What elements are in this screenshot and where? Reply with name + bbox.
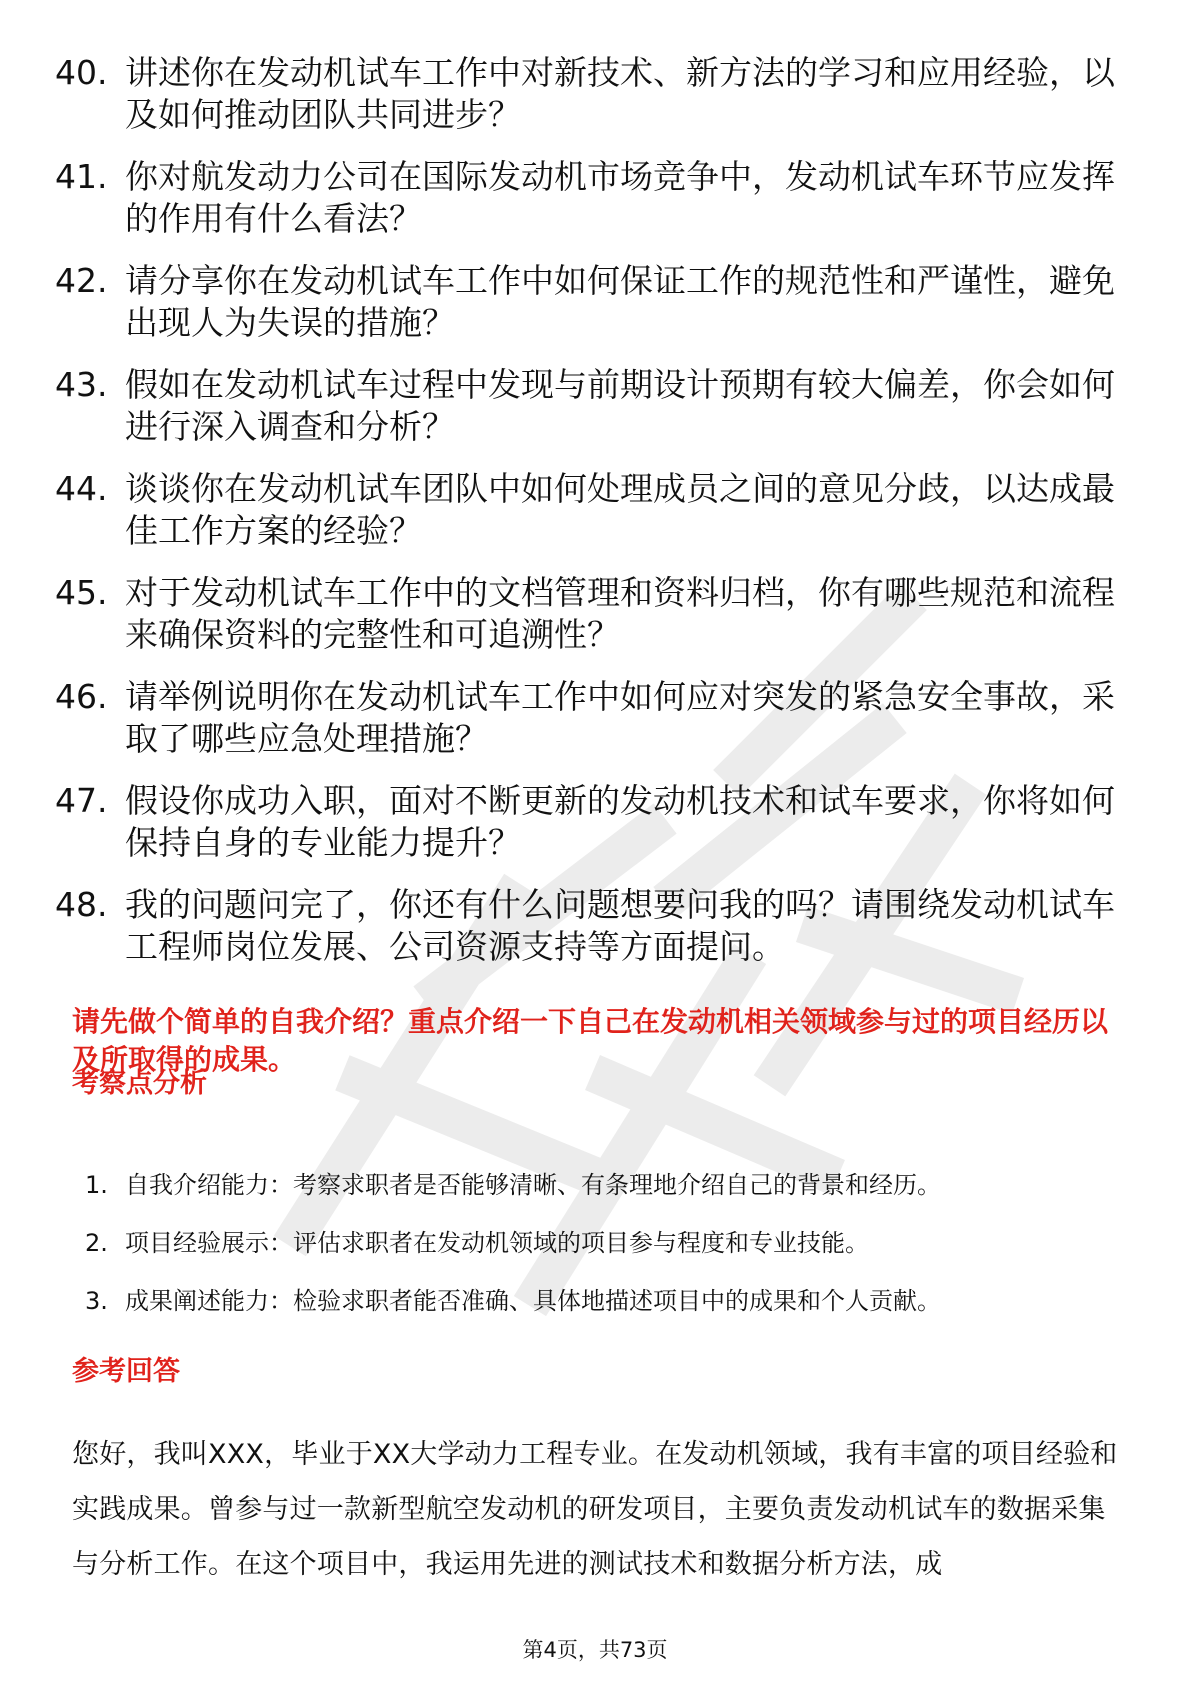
question-text: 我的问题问完了，你还有什么问题想要问我的吗？请围绕发动机试车工程师岗位发展、公司资源支持等方面提问。 <box>125 885 1115 966</box>
question-item <box>55 676 1135 760</box>
question-item <box>55 156 1135 240</box>
analysis-number: 2. <box>85 1229 108 1257</box>
question-number: 40. <box>55 53 108 92</box>
analysis-text: 成果阐述能力：检验求职者能否准确、具体地描述项目中的成果和个人贡献。 <box>125 1287 941 1315</box>
question-item <box>55 260 1135 344</box>
question-number: 47. <box>55 781 108 820</box>
question-item <box>55 572 1135 656</box>
analysis-text: 自我介绍能力：考察求职者是否能够清晰、有条理地介绍自己的背景和经历。 <box>125 1171 941 1199</box>
question-text: 你对航发动力公司在国际发动机市场竞争中，发动机试车环节应发挥的作用有什么看法？ <box>125 157 1115 238</box>
analysis-title: 考察点分析 <box>72 1068 207 1099</box>
question-item <box>55 884 1135 968</box>
question-text: 假设你成功入职，面对不断更新的发动机技术和试车要求，你将如何保持自身的专业能力提升？ <box>125 781 1115 862</box>
question-number: 46. <box>55 677 108 716</box>
question-text: 假如在发动机试车过程中发现与前期设计预期有较大偏差，你会如何进行深入调查和分析？ <box>125 365 1115 446</box>
question-item <box>55 780 1135 864</box>
question-item <box>55 364 1135 448</box>
question-number: 48. <box>55 885 108 924</box>
page-footer: 第4页，共73页 <box>522 1638 668 1662</box>
analysis-list <box>85 1168 1135 1342</box>
question-number: 45. <box>55 573 108 612</box>
question-number: 44. <box>55 469 108 508</box>
analysis-item <box>85 1168 1135 1202</box>
question-text: 对于发动机试车工作中的文档管理和资料归档，你有哪些规范和流程来确保资料的完整性和可追溯性？ <box>125 573 1115 654</box>
reference-answer: 您好，我叫XXX，毕业于XX大学动力工程专业。在发动机领域，我有丰富的项目经验和实践成果。曾参与过一款新型航空发动机的研发项目，主要负责发动机试车的数据采集与分析工作。在这个项目中，我运用先进的测试技术和数据分析方法，成 <box>72 1439 1118 1580</box>
headline-question: 请先做个简单的自我介绍？重点介绍一下自己在发动机相关领域参与过的项目经历以及所取得的成果。 <box>72 1005 1109 1076</box>
question-number: 42. <box>55 261 108 300</box>
question-text: 请举例说明你在发动机试车工作中如何应对突发的紧急安全事故，采取了哪些应急处理措施？ <box>125 677 1115 758</box>
analysis-text: 项目经验展示：评估求职者在发动机领域的项目参与程度和专业技能。 <box>125 1229 869 1257</box>
question-item <box>55 468 1135 552</box>
analysis-number: 3. <box>85 1287 108 1315</box>
question-number: 43. <box>55 365 108 404</box>
analysis-number: 1. <box>85 1171 108 1199</box>
reference-title: 参考回答 <box>72 1356 180 1387</box>
analysis-item <box>85 1284 1135 1318</box>
question-text: 请分享你在发动机试车工作中如何保证工作的规范性和严谨性，避免出现人为失误的措施？ <box>125 261 1115 342</box>
question-list <box>55 52 1135 988</box>
analysis-item <box>85 1226 1135 1260</box>
question-text: 谈谈你在发动机试车团队中如何处理成员之间的意见分歧，以达成最佳工作方案的经验？ <box>125 469 1115 550</box>
question-item <box>55 52 1135 136</box>
question-number: 41. <box>55 157 108 196</box>
question-text: 讲述你在发动机试车工作中对新技术、新方法的学习和应用经验，以及如何推动团队共同进步？ <box>125 53 1115 134</box>
